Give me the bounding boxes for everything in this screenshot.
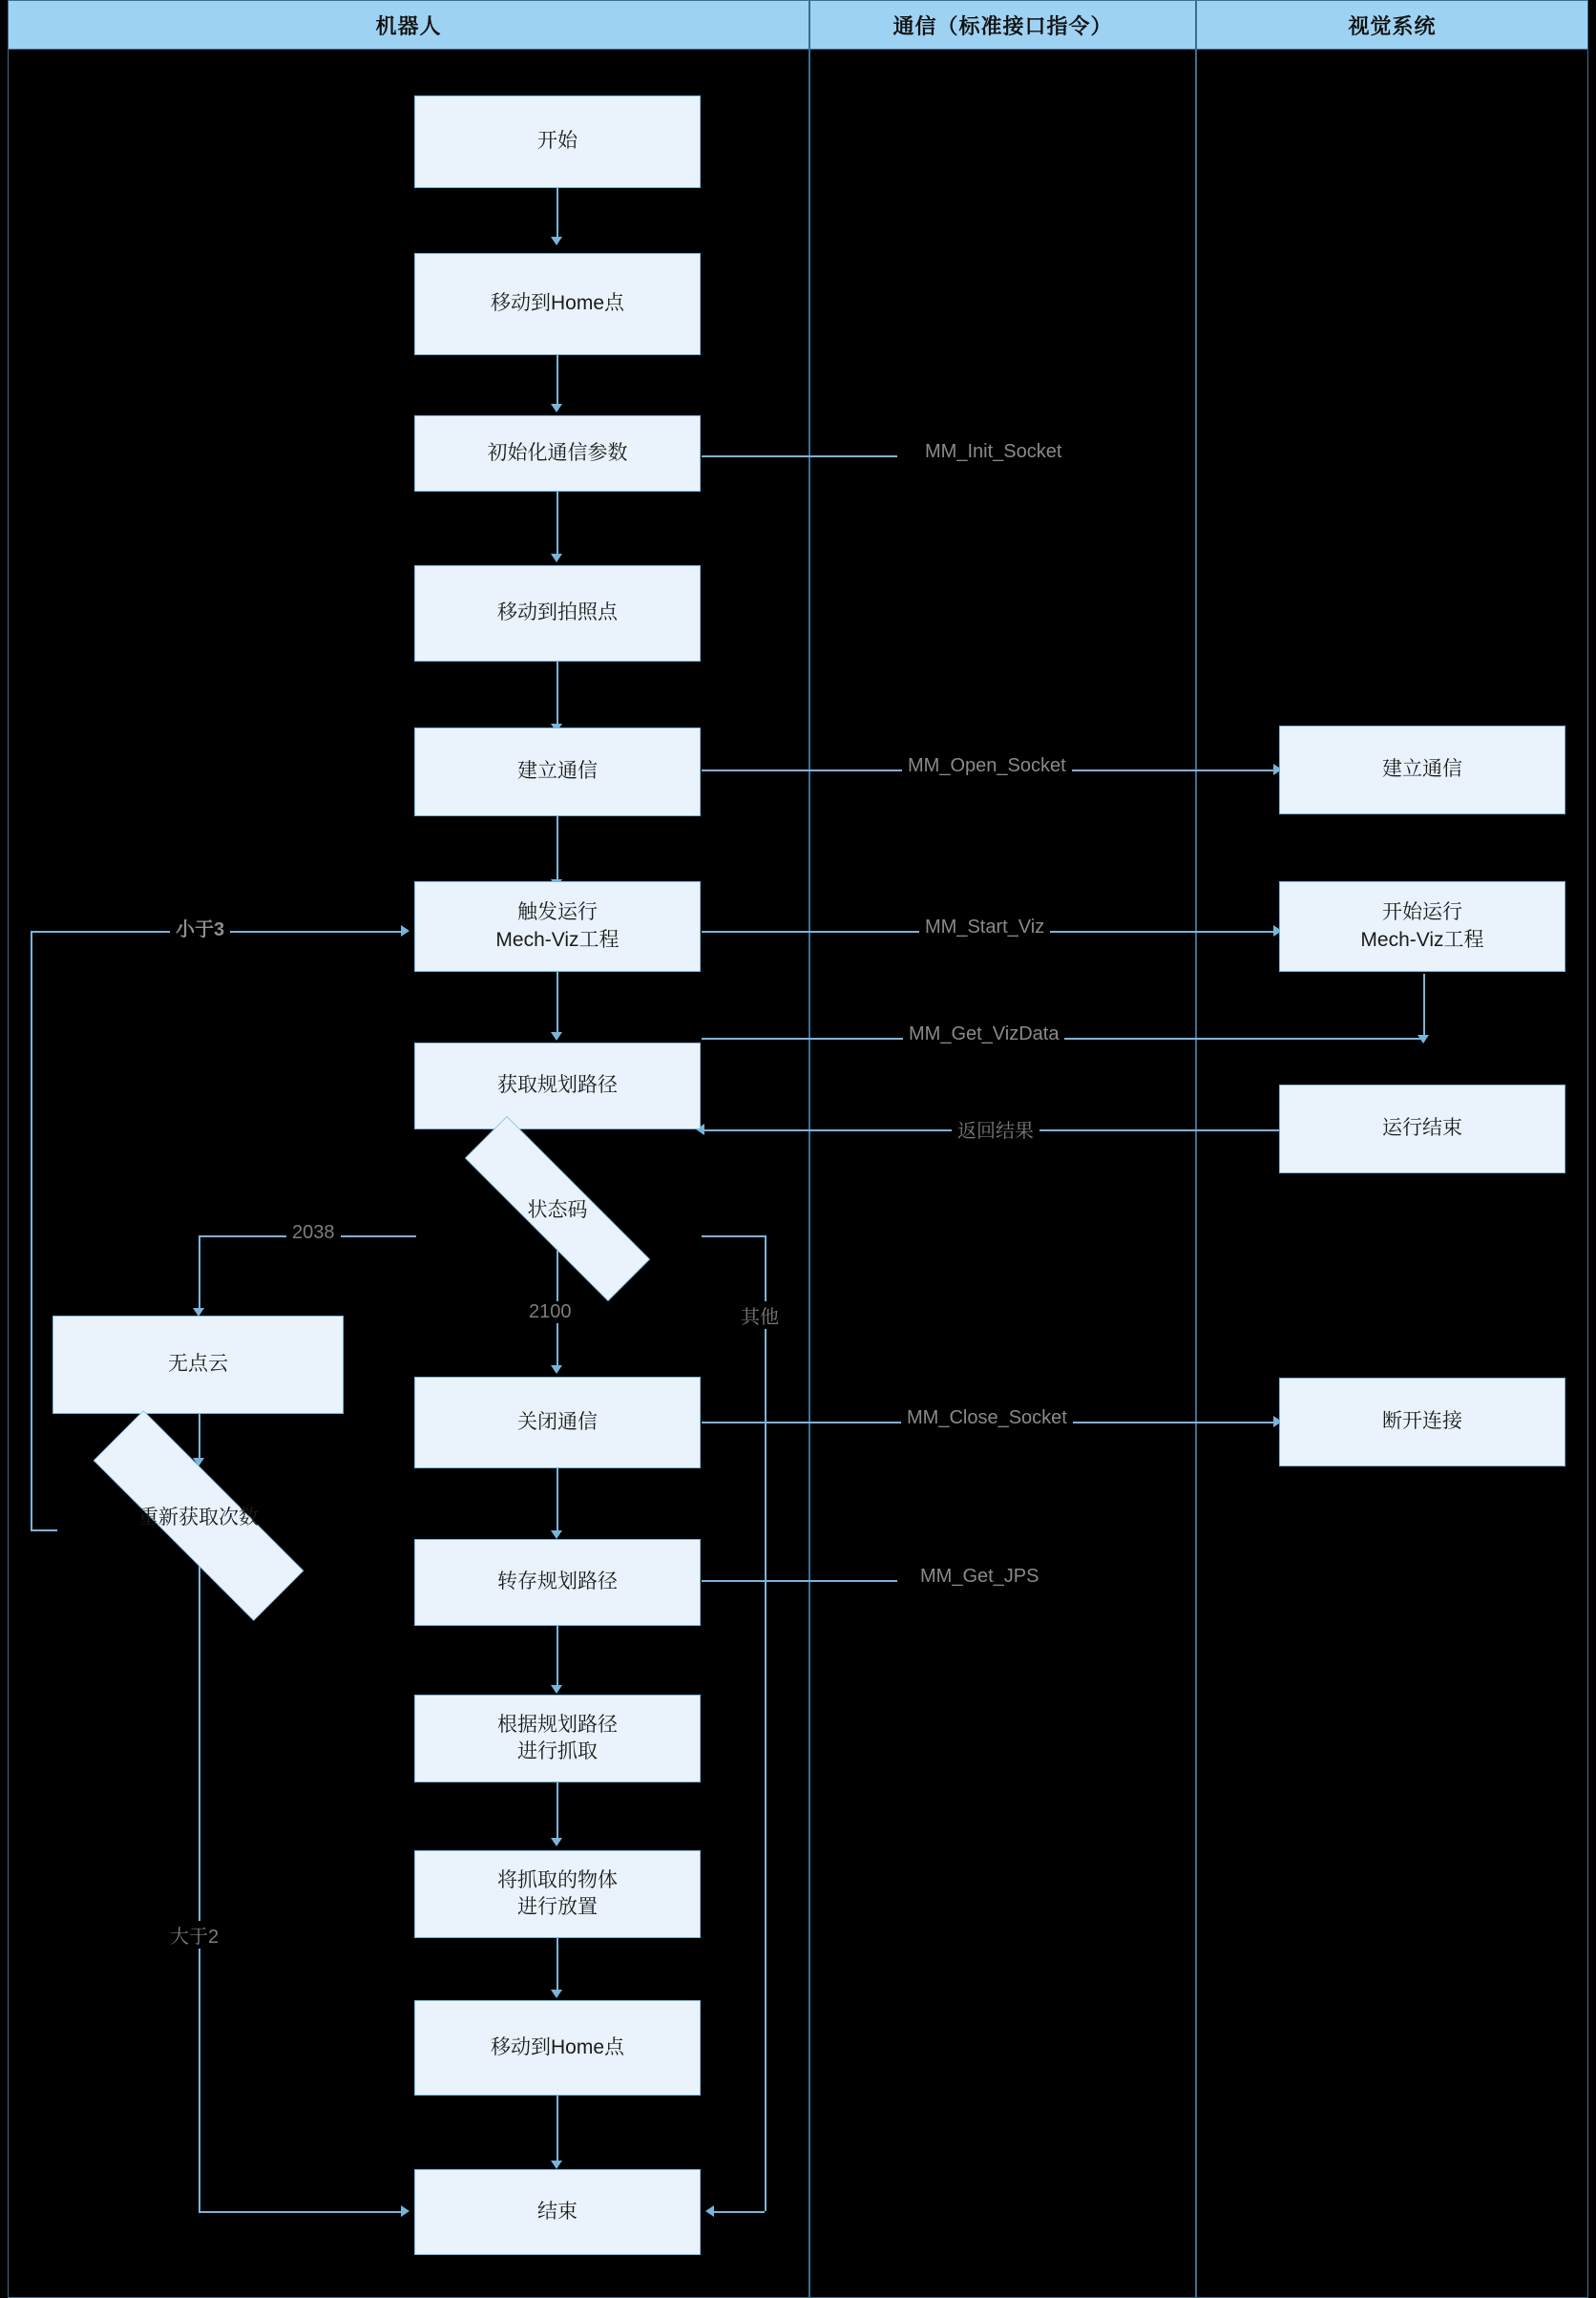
edge-label-init-socket: MM_Init_Socket xyxy=(919,441,1067,463)
arrowhead-save xyxy=(551,1530,562,1539)
connector-start-to-home1 xyxy=(556,188,558,239)
node-end-label: 结束 xyxy=(537,2200,578,2223)
arrowhead-init xyxy=(551,404,562,412)
node-vision-open-comm[interactable] xyxy=(1279,726,1565,814)
node-start[interactable] xyxy=(414,95,701,188)
arrowhead-place xyxy=(551,1838,562,1846)
arrowhead-vizdata xyxy=(1418,1035,1429,1044)
edge-label-close-socket: MM_Close_Socket xyxy=(901,1407,1073,1429)
node-no-point-cloud[interactable] xyxy=(52,1316,344,1414)
node-trigger-viz-label-2: Mech-Viz工程 xyxy=(495,928,620,951)
arrowhead-capture xyxy=(551,554,562,562)
node-move-capture-label: 移动到拍照点 xyxy=(497,601,618,624)
node-get-path-label: 获取规划路径 xyxy=(497,1074,618,1097)
node-trigger-viz-label-1: 触发运行 xyxy=(517,901,598,924)
node-move-home-1-label: 移动到Home点 xyxy=(490,292,625,315)
node-move-capture[interactable] xyxy=(414,565,701,662)
connector-pick-to-place xyxy=(556,1782,558,1840)
node-get-path[interactable] xyxy=(414,1043,701,1129)
node-trigger-viz[interactable] xyxy=(414,881,701,972)
edge-label-start-viz: MM_Start_Viz xyxy=(919,917,1050,938)
node-vision-disconnect[interactable] xyxy=(1279,1378,1565,1466)
node-open-comm[interactable] xyxy=(414,727,701,816)
arrowhead-close-comm xyxy=(551,1365,562,1374)
connector-get-jps xyxy=(702,1580,897,1582)
node-pick-label-1: 根据规划路径 xyxy=(497,1713,618,1736)
lane-header-comm xyxy=(809,0,1196,50)
node-vision-run-end[interactable] xyxy=(1279,1085,1565,1173)
node-place-label-1: 将抓取的物体 xyxy=(497,1868,618,1891)
connector-init-to-capture xyxy=(556,492,558,556)
edge-label-code-other: 其他 xyxy=(735,1301,785,1329)
node-vision-run-end-label: 运行结束 xyxy=(1382,1117,1462,1140)
arrowhead-less3 xyxy=(401,925,410,937)
edge-label-return-result: 返回结果 xyxy=(952,1115,1040,1143)
edge-label-code-2038: 2038 xyxy=(286,1222,341,1244)
connector-greater2-horizontal xyxy=(199,2211,403,2213)
connector-other-vertical xyxy=(765,1235,766,2211)
connector-place-to-home2 xyxy=(556,1938,558,1992)
lane-title-comm: 通信（标准接口指令） xyxy=(892,13,1113,38)
connector-less3-vertical xyxy=(31,931,32,1531)
connector-home1-to-init xyxy=(556,355,558,406)
edge-label-open-socket: MM_Open_Socket xyxy=(902,755,1072,777)
edge-label-get-vizdata: MM_Get_VizData xyxy=(903,1023,1064,1045)
lane-header-robot xyxy=(8,0,809,50)
arrowhead-end xyxy=(551,2161,562,2169)
node-move-home-1[interactable] xyxy=(414,253,701,355)
edge-label-get-jps: MM_Get_JPS xyxy=(914,1566,1044,1588)
decision-retry-count[interactable] xyxy=(38,1465,359,1566)
node-end[interactable] xyxy=(414,2169,701,2255)
node-close-comm[interactable] xyxy=(414,1377,701,1468)
lane-body-vision xyxy=(1196,50,1588,2298)
connector-vizdata-down xyxy=(1423,974,1425,1039)
connector-trigger-to-getpath xyxy=(556,972,558,1034)
connector-other-to-end xyxy=(711,2211,765,2213)
node-vision-disconnect-label: 断开连接 xyxy=(1382,1410,1462,1433)
connector-save-to-pick xyxy=(556,1626,558,1687)
arrowhead-home2 xyxy=(551,1990,562,1998)
node-close-comm-label: 关闭通信 xyxy=(517,1410,598,1433)
edge-label-greater-than-2: 大于2 xyxy=(164,1921,224,1949)
node-save-path-label: 转存规划路径 xyxy=(497,1571,618,1593)
lane-body-comm xyxy=(809,50,1196,2298)
node-vision-open-comm-label: 建立通信 xyxy=(1382,758,1462,781)
edge-label-code-2100: 2100 xyxy=(523,1301,578,1323)
arrowhead-greater2-end xyxy=(401,2205,410,2217)
node-init-comm-label: 初始化通信参数 xyxy=(487,441,628,464)
connector-init-socket xyxy=(702,455,897,457)
lane-title-robot: 机器人 xyxy=(375,13,442,38)
node-save-path[interactable] xyxy=(414,1539,701,1626)
arrowhead-pick xyxy=(551,1685,562,1694)
arrowhead-home1 xyxy=(551,237,562,245)
node-vision-run-label-1: 开始运行 xyxy=(1382,901,1462,924)
arrowhead-other-end xyxy=(705,2205,714,2217)
node-place-label-2: 进行放置 xyxy=(517,1896,598,1918)
lane-header-vision xyxy=(1196,0,1588,50)
decision-status-code-label: 状态码 xyxy=(527,1199,588,1221)
connector-home2-to-end xyxy=(556,2096,558,2162)
decision-status-code[interactable] xyxy=(414,1167,701,1251)
node-no-point-cloud-label: 无点云 xyxy=(168,1353,228,1376)
node-vision-run-viz[interactable] xyxy=(1279,881,1565,972)
node-move-home-2-label: 移动到Home点 xyxy=(490,2035,625,2058)
connector-open-to-trigger xyxy=(556,816,558,881)
connector-close-to-save xyxy=(556,1468,558,1532)
node-vision-run-label-2: Mech-Viz工程 xyxy=(1360,928,1484,951)
node-place[interactable] xyxy=(414,1850,701,1938)
decision-retry-count-label: 重新获取次数 xyxy=(138,1506,259,1528)
connector-capture-to-open xyxy=(556,662,558,726)
connector-nocloud-to-retry xyxy=(199,1414,200,1462)
node-pick-label-2: 进行抓取 xyxy=(517,1740,598,1762)
node-init-comm[interactable] xyxy=(414,415,701,492)
connector-greater2-vertical xyxy=(199,1566,200,2212)
lane-title-vision: 视觉系统 xyxy=(1348,13,1437,38)
connector-other-horizontal xyxy=(702,1235,766,1237)
arrowhead-getpath xyxy=(551,1032,562,1041)
node-pick[interactable] xyxy=(414,1695,701,1782)
node-start-label: 开始 xyxy=(537,130,578,153)
node-open-comm-label: 建立通信 xyxy=(517,760,598,783)
edge-label-less-than-3: 小于3 xyxy=(170,914,230,941)
node-move-home-2[interactable] xyxy=(414,2000,701,2096)
connector-2038-vertical xyxy=(199,1235,200,1312)
